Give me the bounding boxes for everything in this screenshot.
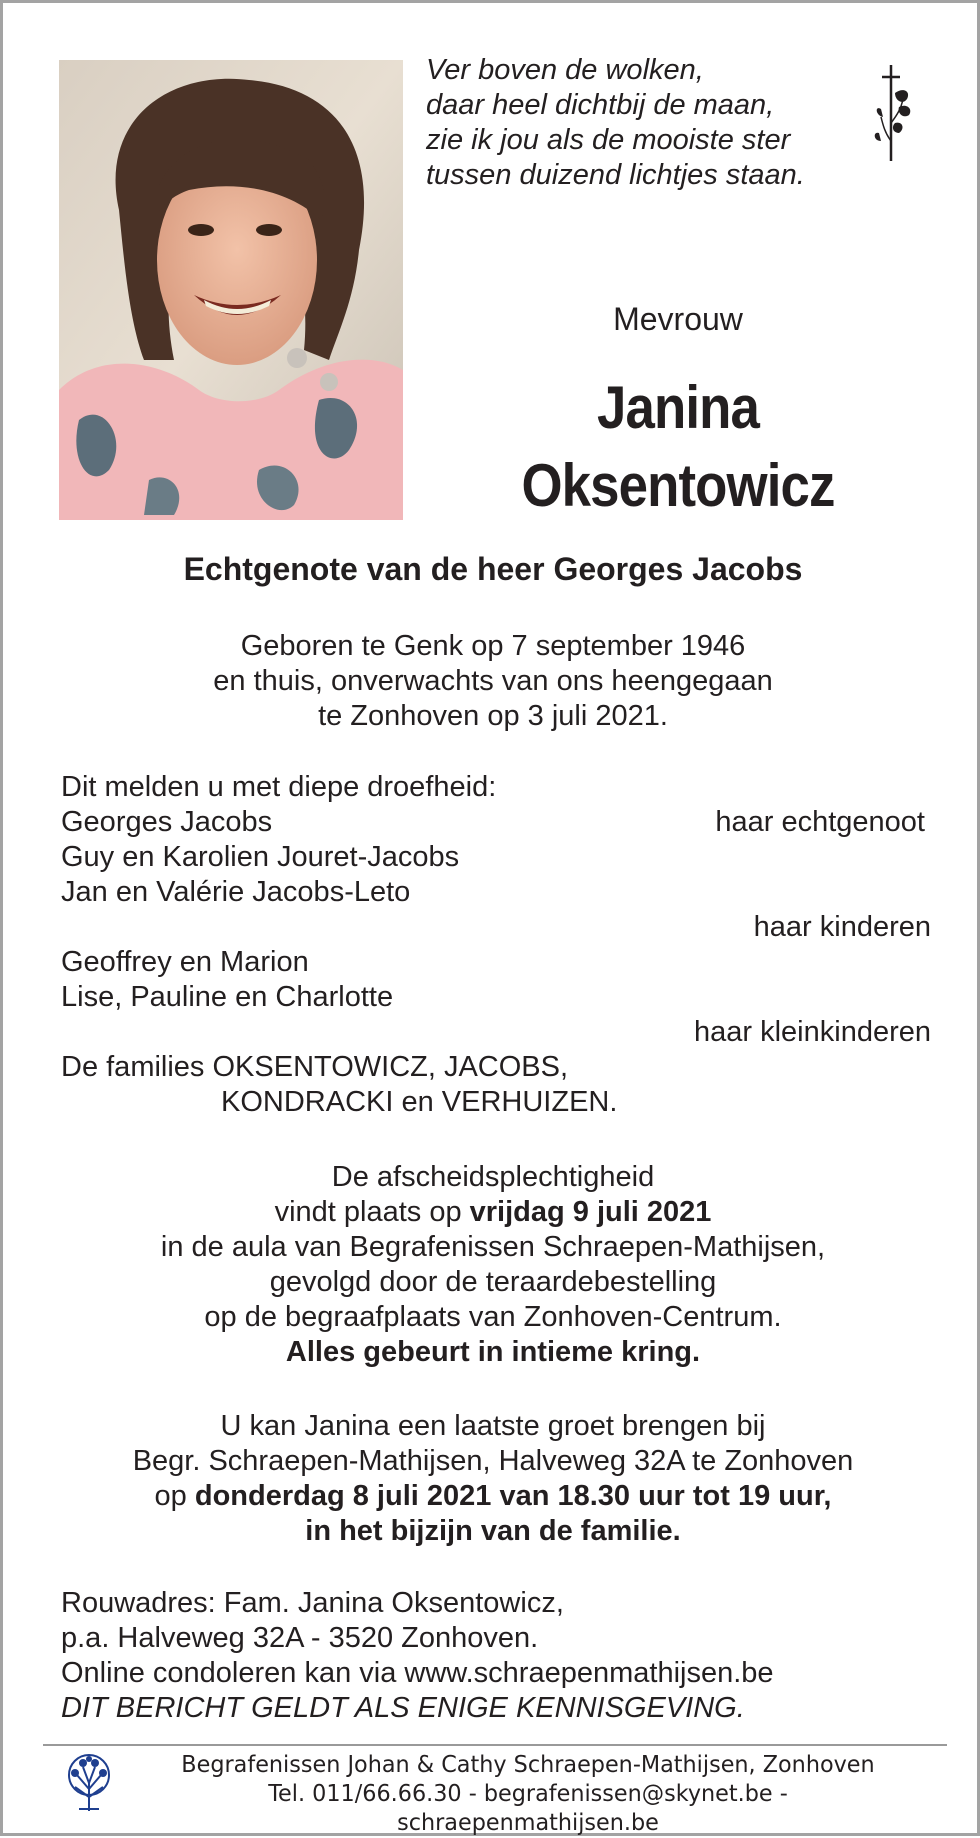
notice-line: DIT BERICHT GELDT ALS ENIGE KENNISGEVING. <box>61 1692 745 1724</box>
salutation: Mevrouw <box>613 301 743 337</box>
family-row <box>61 875 931 910</box>
ceremony-line: gevolgd door de teraardebestelling <box>269 1266 717 1298</box>
funeral-home-footer <box>140 1751 916 1838</box>
ceremony-info <box>3 1160 980 1370</box>
poem-line: daar heel dichtbij de maan, <box>426 89 775 121</box>
first-name: Janina <box>596 374 759 441</box>
ceremony-line: De afscheidsplechtigheid <box>331 1161 655 1193</box>
portrait-photo <box>59 60 403 520</box>
family-relation: haar echtgenoot <box>715 806 925 838</box>
address-line: Rouwadres: Fam. Janina Oksentowicz, <box>61 1587 564 1619</box>
address-line: p.a. Halveweg 32A - 3520 Zonhoven. <box>61 1622 539 1654</box>
family-row <box>61 840 931 875</box>
ceremony-line <box>3 1335 980 1370</box>
ceremony-note: Alles gebeurt in intieme kring. <box>285 1336 701 1368</box>
family-list <box>61 770 931 1120</box>
visit-line <box>3 1479 980 1514</box>
family-row <box>61 1050 931 1085</box>
poem-line: Ver boven de wolken, <box>426 54 704 86</box>
family-intro: Dit melden u met diepe droefheid: <box>61 771 497 803</box>
family-name: Georges Jacobs <box>61 806 273 838</box>
family-relation: haar kinderen <box>753 911 931 943</box>
condolence-line: Online condoleren kan via www.schraepenmathijsen.be <box>61 1657 774 1689</box>
birth-line: te Zonhoven op 3 juli 2021. <box>318 700 668 732</box>
families-continued: KONDRACKI en VERHUIZEN. <box>221 1086 618 1118</box>
visit-line <box>3 1514 980 1549</box>
visit-line: U kan Janina een laatste groet brengen bij <box>220 1410 766 1442</box>
visit-datetime: donderdag 8 juli 2021 van 18.30 uur tot 19 uur, <box>194 1480 832 1512</box>
ceremony-line: in de aula van Begrafenissen Schraepen-Mathijsen, <box>160 1231 826 1263</box>
ceremony-date: vrijdag 9 juli 2021 <box>469 1196 712 1228</box>
visit-text: op <box>154 1480 195 1512</box>
address-info <box>61 1586 931 1726</box>
last-name: Oksentowicz <box>521 452 835 519</box>
family-row <box>61 1015 931 1050</box>
footer-line: Begrafenissen Johan & Cathy Schraepen-Mathijsen, Zonhoven <box>181 1752 875 1778</box>
footer-divider <box>43 1744 947 1746</box>
birth-line: en thuis, onverwachts van ons heengegaan <box>213 665 773 697</box>
family-row <box>61 945 931 980</box>
family-row <box>61 805 931 840</box>
family-name: Guy en Karolien Jouret-Jacobs <box>61 841 460 873</box>
family-relation: haar kleinkinderen <box>694 1016 931 1048</box>
cross-with-flower-icon <box>873 63 923 163</box>
visit-line: Begr. Schraepen-Mathijsen, Halveweg 32A te Zonhoven <box>132 1445 854 1477</box>
ceremony-line <box>3 1195 980 1230</box>
family-name: Jan en Valérie Jacobs-Leto <box>61 876 411 908</box>
family-row <box>61 910 931 945</box>
birth-line: Geboren te Genk op 7 september 1946 <box>240 630 746 662</box>
visit-note: in het bijzijn van de familie. <box>305 1515 681 1547</box>
poem-line: zie ik jou als de mooiste ster <box>426 124 791 156</box>
ceremony-text: vindt plaats op <box>274 1196 470 1228</box>
family-name: Geoffrey en Marion <box>61 946 309 978</box>
family-row <box>61 980 931 1015</box>
poem <box>426 53 846 193</box>
ceremony-line: op de begraafplaats van Zonhoven-Centrum. <box>204 1301 782 1333</box>
family-name: De families OKSENTOWICZ, JACOBS, <box>61 1051 569 1083</box>
family-name: Lise, Pauline en Charlotte <box>61 981 394 1013</box>
poem-line: tussen duizend lichtjes staan. <box>426 159 805 191</box>
tree-logo-icon <box>63 1753 115 1813</box>
birth-death-info <box>3 629 980 734</box>
spouse-line: Echtgenote van de heer Georges Jacobs <box>183 551 803 587</box>
visitation-info <box>3 1409 980 1549</box>
footer-line: Tel. 011/66.66.30 - begrafenissen@skynet.be - schraepenmathijsen.be <box>268 1781 788 1836</box>
